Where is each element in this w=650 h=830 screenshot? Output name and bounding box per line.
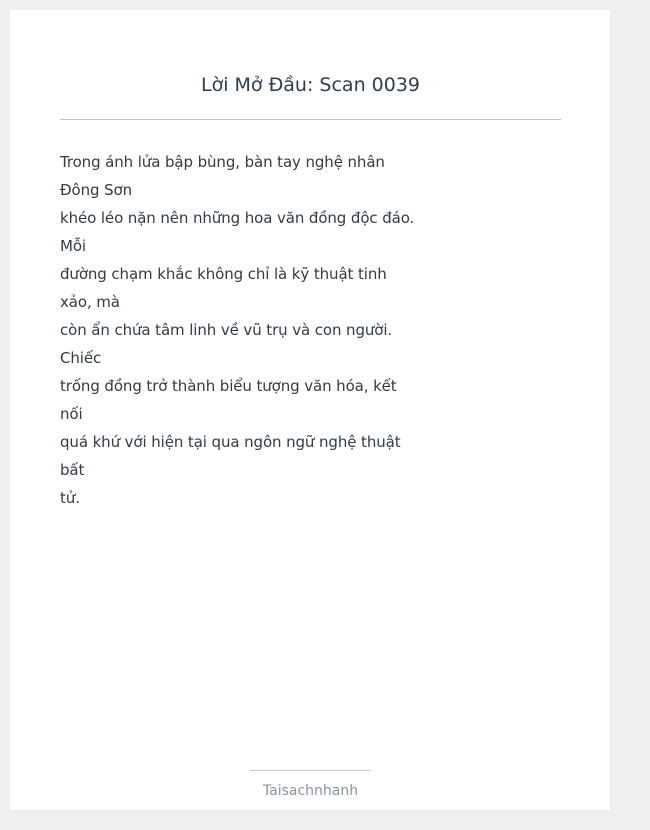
text-line: xảo, mà xyxy=(60,293,120,311)
title-divider xyxy=(60,119,561,120)
text-line: khéo léo nặn nên những hoa văn đồng độc đáo. xyxy=(60,209,415,227)
text-line: đường chạm khắc không chỉ là kỹ thuật tinh xyxy=(60,265,387,283)
text-line: tử. xyxy=(60,489,80,507)
text-line: bất xyxy=(60,461,85,479)
text-line: Trong ánh lửa bập bùng, bàn tay nghệ nhân xyxy=(60,153,385,171)
text-line: nối xyxy=(60,405,83,423)
page-title: Lời Mở Đầu: Scan 0039 xyxy=(200,74,421,96)
text-line: còn ẩn chứa tâm linh về vũ trụ và con người. xyxy=(60,321,393,339)
text-line: trống đồng trở thành biểu tượng văn hóa, kết xyxy=(60,377,397,395)
text-line: Mỗi xyxy=(60,237,86,255)
document-page xyxy=(10,10,610,810)
text-line: quá khứ với hiện tại qua ngôn ngữ nghệ thuật xyxy=(60,433,401,451)
footer-divider xyxy=(250,770,371,771)
text-line: Đông Sơn xyxy=(60,181,133,199)
body-text xyxy=(60,148,415,512)
text-line: Chiếc xyxy=(60,349,102,367)
footer-label: Taisachnhanh xyxy=(262,783,359,799)
